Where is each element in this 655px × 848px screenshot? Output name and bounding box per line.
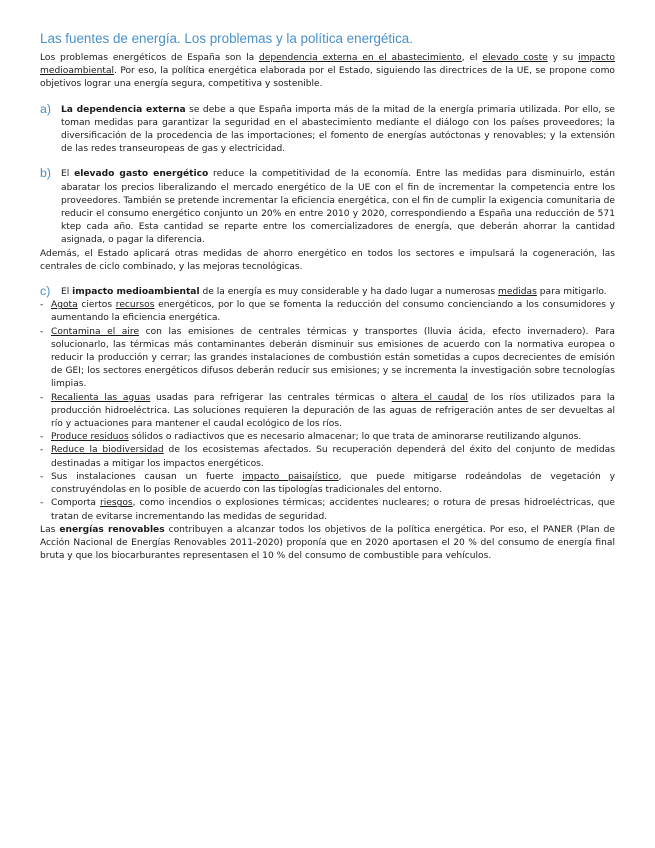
underlined-term: altera el caudal: [391, 392, 468, 403]
list-text: ciertos: [77, 300, 116, 311]
section-c-text: para mitigarlo.: [536, 287, 607, 298]
list-item-text: [51, 471, 615, 497]
list-dash: -: [40, 326, 44, 337]
underlined-term: Agota: [51, 300, 78, 311]
intro-text: , el: [461, 53, 483, 63]
section-b: [40, 168, 615, 247]
document-body: [40, 52, 615, 563]
section-b-text: El: [61, 169, 75, 180]
bold-term: impacto medioambiental: [72, 287, 200, 298]
list-item: [40, 497, 615, 523]
list-text: energéticos, por lo que se fomenta la reducción del consumo concienciando a los consumidores y aumentando la eficiencia energética.: [51, 300, 615, 324]
bold-term: La dependencia externa: [61, 104, 186, 115]
underlined-term: Contamina el aire: [51, 326, 140, 337]
list-item: [40, 471, 615, 497]
list-dash: -: [40, 392, 44, 403]
section-b-paragraph: [61, 168, 615, 247]
section-c-text: El: [61, 287, 73, 298]
list-item-text: [51, 497, 615, 523]
list-item: [40, 326, 615, 392]
section-marker-a: a): [40, 101, 52, 116]
list-dash: -: [40, 300, 44, 311]
underlined-term: recursos: [115, 300, 155, 311]
intro-text: y su: [547, 53, 579, 63]
list-text: , como incendios o explosiones térmicas; accidentes nucleares; o rotura de presas hidroeléctricas, que tratan de evitarse incrementando las medidas de seguridad.: [51, 498, 615, 522]
list-item-text: [51, 431, 615, 444]
underlined-term: medidas: [498, 287, 537, 298]
impact-list: [40, 299, 615, 523]
list-text: Sus instalaciones causan un fuerte: [51, 471, 243, 482]
section-a-paragraph: [61, 104, 615, 157]
list-item-text: [51, 444, 615, 470]
list-item-text: [51, 326, 615, 392]
underlined-term: Recalienta las aguas: [51, 392, 151, 403]
section-b-text: reduce la competitividad de la economía. Entre las medidas para disminuirlo, están abaratar los precios liberalizando el mercado energético de la UE con el fin de incrementar la competencia entre los proveedores. También se pretende incrementar la eficiencia energética, con el fin de cumplir la exigencia comunitaria de reducir el consumo energético conjunto un 20% en entre 2010 y 2020, correspondiendo a España una reducción de 571 ktep cada año. Esta cantidad se reparte entre los comercializadores de energía, que deberán ahorrar la cantidad asignada, o pagar la diferencia.: [61, 169, 615, 246]
section-marker-c: c): [40, 284, 51, 299]
underlined-term: Produce residuos: [51, 432, 129, 443]
underlined-term: dependencia externa en el abastecimiento: [259, 53, 462, 63]
list-item-text: [51, 299, 615, 325]
list-text: Comporta: [51, 498, 100, 509]
intro-paragraph: [40, 52, 615, 92]
renovables-text: Las: [40, 524, 60, 535]
section-a: [40, 101, 615, 157]
list-dash: -: [40, 432, 44, 443]
list-text: usadas para refrigerar las centrales térmicas o: [150, 392, 392, 403]
underlined-term: Reduce la biodiversidad: [51, 445, 164, 456]
list-dash: -: [40, 471, 44, 482]
section-marker-b: b): [40, 166, 52, 181]
bold-term: elevado gasto energético: [74, 169, 209, 180]
section-c-paragraph: [61, 286, 615, 299]
section-a-text: se debe a que España importa más de la mitad de la energía primaria utilizada. Por ello, se toman medidas para garantizar la seguridad en el abastecimiento mediante el diálogo con los países proveedores; la diversificación de la procedencia de las importaciones; el fomento de energías autóctonas y renovables; y la extensión de las redes transeuropeas de gas y electricidad.: [61, 104, 615, 155]
list-text: de los ríos utilizados para la producción hidroeléctrica. Las soluciones requieren la depuración de las aguas de refrigeración antes de ser devueltas al río y actuaciones para mantener el caudal ecológico de los ríos.: [51, 392, 615, 430]
renovables-text: contribuyen a alcanzar todos los objetivos de la política energética. Por eso, el PANER (Plan de Acción Nacional de Energías Renovables 2011-2020) proponía que en 2020 aportasen el 20 % del consumo de energía final bruta y que los biocarburantes representasen el 10 % del consumo de combustible para vehículos.: [40, 524, 615, 562]
intro-text: . Por eso, la política energética elaborada por el Estado, siguiendo las directrices de la UE, se propone como objetivos lograr una energía segura, competitiva y sostenible.: [40, 66, 615, 90]
list-dash: -: [40, 445, 44, 456]
list-text: con las emisiones de centrales térmicas y transportes (lluvia ácida, efecto invernadero). Para solucionarlo, las térmicas más contaminantes deberán disminuir sus emisiones de acuerdo con la normativa europea o reducir la producción y cerrar; las grandes instalaciones de combustión están sometidas a cupos decrecientes de emisión de GEI; los sectores energéticos difusos deberán reducir sus emisiones; y se incrementa la investigación sobre tecnologías limpias.: [51, 326, 615, 390]
underlined-term: elevado coste: [482, 53, 548, 63]
section-c-text: de la energía es muy considerable y ha dado lugar a numerosas: [199, 287, 498, 298]
list-item: [40, 444, 615, 470]
intro-text: Los problemas energéticos de España son la: [40, 53, 260, 63]
underlined-term: riesgos: [99, 498, 133, 509]
underlined-term: impacto medioambiental: [40, 53, 615, 77]
list-dash: -: [40, 498, 44, 509]
underlined-term: impacto paisajístico: [242, 471, 339, 482]
list-item: [40, 431, 615, 444]
page-title: Las fuentes de energía. Los problemas y la política energética.: [40, 31, 413, 46]
list-item: [40, 299, 615, 325]
ademas-paragraph: Además, el Estado aplicará otras medidas de ahorro energético en todos los sectores e impulsará la cogeneración, las centrales de ciclo combinado, y las mejoras tecnológicas.: [40, 248, 615, 272]
list-text: sólidos o radiactivos que es necesario almacenar; lo que trata de aminorarse reutilizando algunos.: [128, 432, 582, 443]
list-item-text: [51, 392, 615, 432]
list-text: , que puede mitigarse rodeándolas de vegetación y construyéndolas en lo posible de acuerdo con las tipologías tradicionales del entorno.: [51, 471, 615, 496]
renovables-paragraph: [40, 524, 615, 564]
list-text: de los ecosistemas afectados. Su recuperación dependerá del éxito del conjunto de medidas destinadas a mitigar los impactos energéticos.: [51, 445, 615, 469]
section-c: [40, 286, 615, 299]
bold-term: energías renovables: [59, 524, 165, 535]
list-item: [40, 392, 615, 432]
